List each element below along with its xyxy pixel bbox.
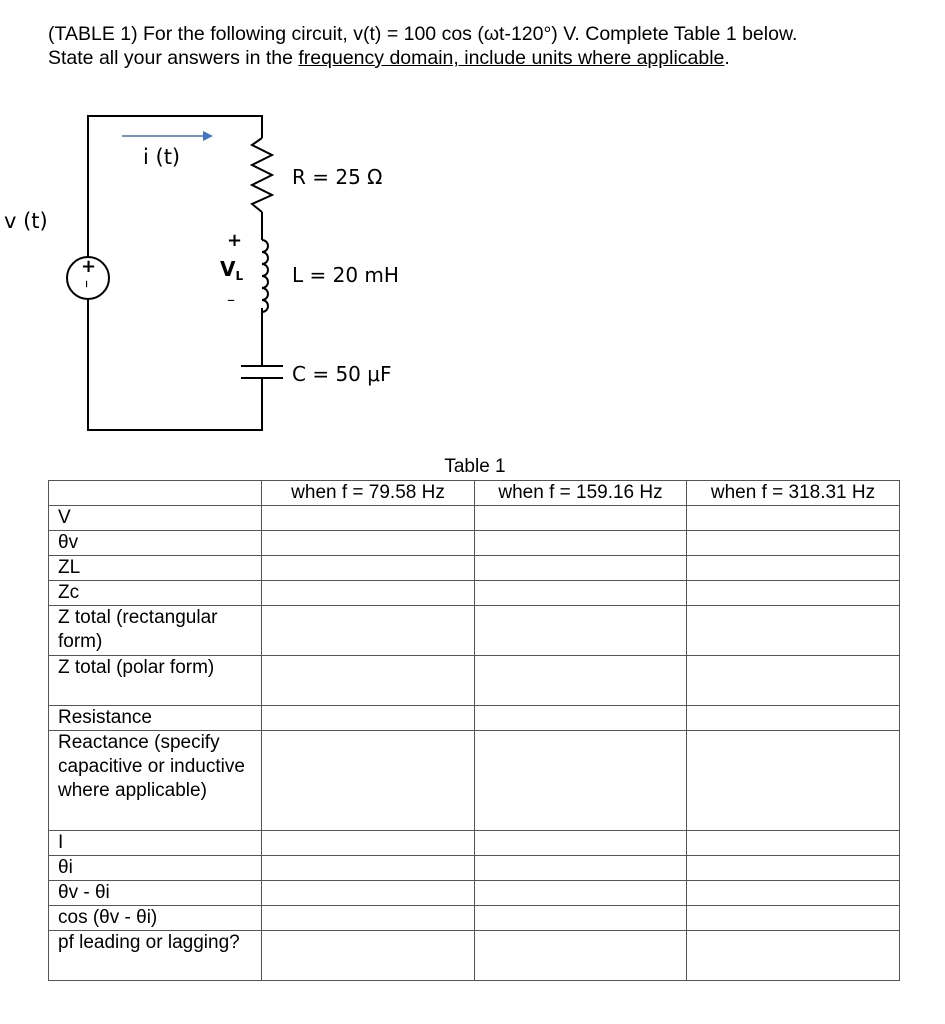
source-plus: +	[81, 256, 97, 277]
answer-cell[interactable]	[475, 606, 687, 656]
answer-cell[interactable]	[475, 831, 687, 856]
circuit-diagram	[0, 100, 560, 450]
row-label: V	[49, 506, 262, 531]
answer-cell[interactable]	[687, 856, 900, 881]
row-label: I	[49, 831, 262, 856]
answer-cell[interactable]	[262, 506, 475, 531]
answer-cell[interactable]	[475, 706, 687, 731]
answer-cell[interactable]	[475, 906, 687, 931]
resistor-icon	[252, 138, 272, 212]
vl-letter: V	[220, 257, 236, 281]
table-header-row	[49, 481, 900, 506]
row-label: θv - θi	[49, 881, 262, 906]
answer-cell[interactable]	[475, 556, 687, 581]
row-label: θi	[49, 856, 262, 881]
resistor-label: R = 25 Ω	[292, 165, 383, 189]
question-line-1: (TABLE 1) For the following circuit, v(t) = 100 cos (ωt-120°) V. Complete Table 1 below.	[48, 23, 798, 45]
answer-cell[interactable]	[687, 881, 900, 906]
inductor-label: L = 20 mH	[292, 263, 399, 287]
answer-cell[interactable]	[262, 606, 475, 656]
answer-cell[interactable]	[687, 531, 900, 556]
answer-cell[interactable]	[262, 581, 475, 606]
vl-label	[220, 257, 243, 283]
answer-cell[interactable]	[475, 506, 687, 531]
vl-subscript: L	[235, 269, 244, 283]
answer-cell[interactable]	[687, 731, 900, 831]
answer-cell[interactable]	[262, 706, 475, 731]
table-row	[49, 581, 900, 606]
answer-cell[interactable]	[262, 831, 475, 856]
answer-cell[interactable]	[262, 856, 475, 881]
source-label: v (t)	[4, 209, 48, 233]
answer-cell[interactable]	[475, 731, 687, 831]
row-label: Z total (polar form)	[49, 656, 262, 706]
column-header-1: when f = 79.58 Hz	[262, 481, 475, 506]
answer-cell[interactable]	[687, 581, 900, 606]
question-text	[48, 22, 928, 70]
answer-cell[interactable]	[687, 931, 900, 981]
answer-cell[interactable]	[262, 731, 475, 831]
question-line-2-prefix: State all your answers in the	[48, 47, 299, 69]
row-label: cos (θv - θi)	[49, 906, 262, 931]
answer-cell[interactable]	[475, 856, 687, 881]
answer-cell[interactable]	[475, 881, 687, 906]
table-row	[49, 556, 900, 581]
question-line-2-suffix: .	[724, 47, 730, 69]
header-corner-cell	[49, 481, 262, 506]
capacitor-icon	[241, 366, 283, 378]
table-row	[49, 881, 900, 906]
answer-cell[interactable]	[262, 881, 475, 906]
column-header-2: when f = 159.16 Hz	[475, 481, 687, 506]
answer-cell[interactable]	[262, 906, 475, 931]
vl-plus: +	[227, 230, 243, 251]
answer-cell[interactable]	[262, 931, 475, 981]
table-caption: Table 1	[444, 456, 506, 477]
inductor-icon	[262, 240, 268, 312]
answer-cell[interactable]	[687, 506, 900, 531]
table-row	[49, 906, 900, 931]
row-label: Reactance (specify capacitive or inductive where applicable)	[49, 731, 262, 831]
column-header-3: when f = 318.31 Hz	[687, 481, 900, 506]
table-row	[49, 856, 900, 881]
table-row	[49, 731, 900, 831]
row-label: Z total (rectangular form)	[49, 606, 262, 656]
answer-cell[interactable]	[262, 531, 475, 556]
row-label: θv	[49, 531, 262, 556]
answer-cell[interactable]	[475, 531, 687, 556]
question-line-2	[48, 46, 928, 70]
answer-cell[interactable]	[475, 581, 687, 606]
row-label: pf leading or lagging?	[49, 931, 262, 981]
source-minus: –	[78, 280, 97, 288]
answer-cell[interactable]	[687, 706, 900, 731]
table-row	[49, 656, 900, 706]
row-label: Zc	[49, 581, 262, 606]
answer-cell[interactable]	[687, 906, 900, 931]
row-label: ZL	[49, 556, 262, 581]
vl-minus: –	[227, 290, 235, 309]
table-row	[49, 831, 900, 856]
capacitor-label: C = 50 μF	[292, 362, 392, 386]
answer-table	[48, 480, 900, 981]
answer-cell[interactable]	[687, 556, 900, 581]
table-row	[49, 931, 900, 981]
table-row	[49, 706, 900, 731]
row-label: Resistance	[49, 706, 262, 731]
answer-cell[interactable]	[687, 606, 900, 656]
table-row	[49, 606, 900, 656]
table-row	[49, 506, 900, 531]
current-label: i (t)	[143, 145, 181, 169]
answer-cell[interactable]	[262, 656, 475, 706]
answer-cell[interactable]	[687, 831, 900, 856]
current-arrow	[122, 131, 213, 141]
answer-cell[interactable]	[475, 656, 687, 706]
answer-cell[interactable]	[687, 656, 900, 706]
answer-cell[interactable]	[262, 556, 475, 581]
question-emphasis: frequency domain, include units where applicable	[298, 47, 725, 69]
table-row	[49, 531, 900, 556]
answer-cell[interactable]	[475, 931, 687, 981]
